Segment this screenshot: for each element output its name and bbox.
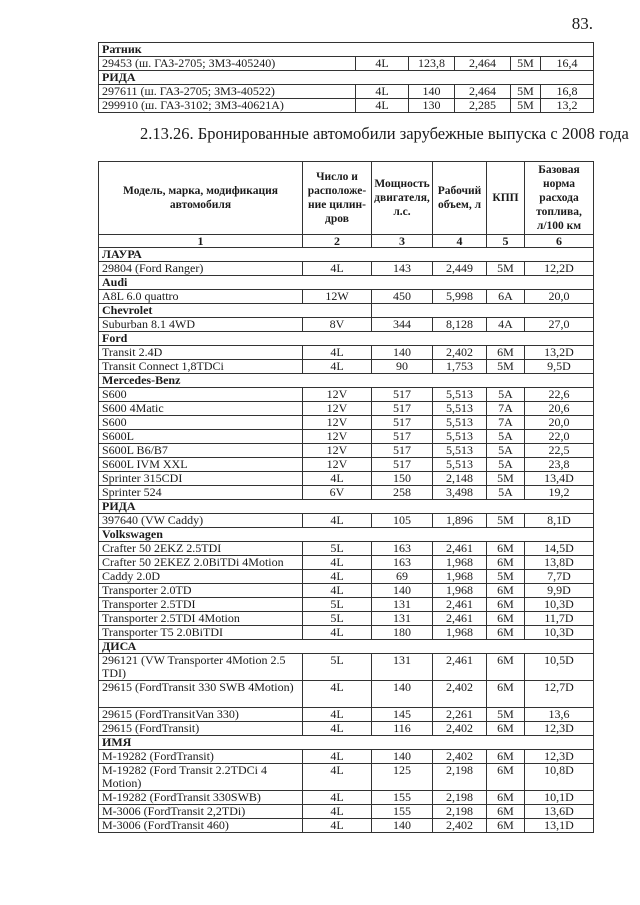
fuel-norm-cell: 22,6 xyxy=(525,388,594,402)
fuel-norm-cell: 19,2 xyxy=(525,486,594,500)
gearbox-cell: 6M xyxy=(487,791,525,805)
table-row xyxy=(99,290,594,304)
power-cell: 163 xyxy=(372,542,433,556)
volume-cell: 5,513 xyxy=(433,416,487,430)
volume-cell: 2,198 xyxy=(433,805,487,819)
top-table xyxy=(98,42,594,113)
power-cell: 517 xyxy=(372,458,433,472)
group-header-row xyxy=(99,374,594,388)
table-row xyxy=(99,750,594,764)
cylinders-cell: 12V xyxy=(303,430,372,444)
group-header-row xyxy=(99,248,594,262)
power-cell: 344 xyxy=(372,318,433,332)
gearbox-cell: 4A xyxy=(487,318,525,332)
group-header-row xyxy=(99,71,594,85)
section-title: 2.13.26. Бронированные автомобили зарубежные выпуска с 2008 года xyxy=(140,124,629,143)
gearbox-cell: 5M xyxy=(487,360,525,374)
column-number: 1 xyxy=(99,235,303,248)
table-row xyxy=(99,722,594,736)
model-cell: Transporter 2.5TDI 4Motion xyxy=(99,612,303,626)
volume-cell: 1,968 xyxy=(433,584,487,598)
table-row xyxy=(99,262,594,276)
group-name: Ратник xyxy=(99,43,594,57)
table-row xyxy=(99,458,594,472)
group-header-row xyxy=(99,276,594,290)
fuel-norm-cell: 13,2 xyxy=(541,99,594,113)
table-row xyxy=(99,430,594,444)
model-cell: Transit Connect 1,8TDCi xyxy=(99,360,303,374)
model-cell: S600 xyxy=(99,388,303,402)
cylinders-cell: 4L xyxy=(303,514,372,528)
cylinders-cell: 8V xyxy=(303,318,372,332)
fuel-norm-cell: 22,0 xyxy=(525,430,594,444)
fuel-norm-cell: 20,0 xyxy=(525,416,594,430)
model-cell: A8L 6.0 quattro xyxy=(99,290,303,304)
power-cell: 140 xyxy=(372,584,433,598)
fuel-norm-cell: 10,8D xyxy=(525,764,594,791)
volume-cell: 5,513 xyxy=(433,430,487,444)
power-cell: 150 xyxy=(372,472,433,486)
model-cell: 29615 (FordTransitVan 330) xyxy=(99,708,303,722)
header-volume: Рабочий объем, л xyxy=(433,162,487,235)
fuel-norm-cell: 12,2D xyxy=(525,262,594,276)
page-number: 83. xyxy=(571,14,593,33)
table-row xyxy=(99,99,594,113)
fuel-norm-cell: 12,3D xyxy=(525,722,594,736)
model-cell: S600L IVM XXL xyxy=(99,458,303,472)
gearbox-cell: 5M xyxy=(487,514,525,528)
gearbox-cell: 5M xyxy=(487,708,525,722)
table-row xyxy=(99,402,594,416)
gearbox-cell: 5A xyxy=(487,388,525,402)
volume-cell: 2,464 xyxy=(455,57,511,71)
fuel-norm-cell: 9,9D xyxy=(525,584,594,598)
group-header-row xyxy=(99,304,594,318)
header-model: Модель, марка, модификация автомобиля xyxy=(99,162,303,235)
power-cell: 155 xyxy=(372,791,433,805)
group-header-row xyxy=(99,500,594,514)
fuel-norm-cell: 12,7D xyxy=(525,681,594,708)
power-cell: 131 xyxy=(372,598,433,612)
table-row xyxy=(99,444,594,458)
cylinders-cell: 12V xyxy=(303,416,372,430)
cylinders-cell: 4L xyxy=(303,584,372,598)
header-fuel-norm: Базовая норма расхода топлива, л/100 км xyxy=(525,162,594,235)
volume-cell: 2,402 xyxy=(433,819,487,833)
cylinders-cell: 12V xyxy=(303,444,372,458)
table-row xyxy=(99,764,594,791)
gearbox-cell: 7A xyxy=(487,416,525,430)
cylinders-cell: 4L xyxy=(303,556,372,570)
volume-cell: 5,513 xyxy=(433,444,487,458)
gearbox-cell: 5A xyxy=(487,486,525,500)
volume-cell: 2,402 xyxy=(433,750,487,764)
model-cell: Transporter 2.0TD xyxy=(99,584,303,598)
table-row xyxy=(99,584,594,598)
volume-cell: 2,461 xyxy=(433,654,487,681)
cylinders-cell: 4L xyxy=(303,570,372,584)
gearbox-cell: 5M xyxy=(511,85,541,99)
cylinders-cell: 12W xyxy=(303,290,372,304)
group-name: Ford xyxy=(99,332,594,346)
cylinders-cell: 12V xyxy=(303,458,372,472)
cylinders-cell: 4L xyxy=(303,805,372,819)
gearbox-cell: 6M xyxy=(487,556,525,570)
power-cell: 140 xyxy=(372,819,433,833)
table-row xyxy=(99,514,594,528)
cylinders-cell: 4L xyxy=(303,681,372,708)
gearbox-cell: 6A xyxy=(487,290,525,304)
column-number: 4 xyxy=(433,235,487,248)
group-name: ДИСА xyxy=(99,640,594,654)
fuel-norm-cell: 16,8 xyxy=(541,85,594,99)
cylinders-cell: 4L xyxy=(356,99,409,113)
table-row xyxy=(99,416,594,430)
gearbox-cell: 6M xyxy=(487,584,525,598)
volume-cell: 2,449 xyxy=(433,262,487,276)
table-row xyxy=(99,654,594,681)
group-header-row xyxy=(99,43,594,57)
model-cell: Suburban 8.1 4WD xyxy=(99,318,303,332)
table-row xyxy=(99,57,594,71)
cylinders-cell: 4L xyxy=(303,791,372,805)
gearbox-cell: 5M xyxy=(487,262,525,276)
gearbox-cell: 6M xyxy=(487,626,525,640)
gearbox-cell: 7A xyxy=(487,402,525,416)
power-cell: 131 xyxy=(372,654,433,681)
table-row xyxy=(99,472,594,486)
volume-cell: 1,968 xyxy=(433,626,487,640)
volume-cell: 5,513 xyxy=(433,388,487,402)
volume-cell: 2,402 xyxy=(433,681,487,708)
model-cell: S600 4Matic xyxy=(99,402,303,416)
table-row xyxy=(99,318,594,332)
fuel-norm-cell: 9,5D xyxy=(525,360,594,374)
power-cell: 155 xyxy=(372,805,433,819)
group-header-row xyxy=(99,736,594,750)
fuel-norm-cell: 10,1D xyxy=(525,791,594,805)
fuel-norm-cell: 13,6 xyxy=(525,708,594,722)
table-row xyxy=(99,486,594,500)
model-cell: Crafter 50 2EKEZ 2.0BiTDi 4Motion xyxy=(99,556,303,570)
gearbox-cell: 6M xyxy=(487,542,525,556)
model-cell: M-19282 (FordTransit) xyxy=(99,750,303,764)
gearbox-cell: 6M xyxy=(487,612,525,626)
group-header-row xyxy=(99,332,594,346)
fuel-norm-cell: 13,1D xyxy=(525,819,594,833)
power-cell: 123,8 xyxy=(409,57,455,71)
model-cell: 299910 (ш. ГАЗ-3102; ЗМЗ-40621А) xyxy=(99,99,356,113)
column-number-row xyxy=(99,235,594,248)
model-cell: 296121 (VW Transporter 4Motion 2.5 TDI) xyxy=(99,654,303,681)
power-cell: 143 xyxy=(372,262,433,276)
fuel-norm-cell: 7,7D xyxy=(525,570,594,584)
cylinders-cell: 5L xyxy=(303,612,372,626)
gearbox-cell: 6M xyxy=(487,750,525,764)
fuel-norm-cell: 11,7D xyxy=(525,612,594,626)
gearbox-cell: 6M xyxy=(487,346,525,360)
fuel-norm-cell: 8,1D xyxy=(525,514,594,528)
volume-cell: 2,285 xyxy=(455,99,511,113)
power-cell: 145 xyxy=(372,708,433,722)
model-cell: Crafter 50 2EKZ 2.5TDI xyxy=(99,542,303,556)
group-empty-cell xyxy=(372,304,594,318)
cylinders-cell: 4L xyxy=(356,85,409,99)
power-cell: 450 xyxy=(372,290,433,304)
model-cell: S600 xyxy=(99,416,303,430)
table-row xyxy=(99,570,594,584)
model-cell: Transporter 2.5TDI xyxy=(99,598,303,612)
fuel-norm-cell: 13,6D xyxy=(525,805,594,819)
volume-cell: 2,464 xyxy=(455,85,511,99)
table-row xyxy=(99,85,594,99)
model-cell: M-3006 (FordTransit 2,2TDi) xyxy=(99,805,303,819)
cylinders-cell: 4L xyxy=(303,346,372,360)
model-cell: 29615 (FordTransit 330 SWB 4Motion) xyxy=(99,681,303,708)
volume-cell: 1,968 xyxy=(433,556,487,570)
column-number: 5 xyxy=(487,235,525,248)
table-row xyxy=(99,681,594,708)
power-cell: 517 xyxy=(372,444,433,458)
group-header-row xyxy=(99,640,594,654)
model-cell: Transporter T5 2.0BiTDI xyxy=(99,626,303,640)
model-cell: M-19282 (Ford Transit 2.2TDCi 4 Motion) xyxy=(99,764,303,791)
header-power: Мощность двигателя, л.с. xyxy=(372,162,433,235)
model-cell: 29804 (Ford Ranger) xyxy=(99,262,303,276)
table-row xyxy=(99,556,594,570)
power-cell: 116 xyxy=(372,722,433,736)
cylinders-cell: 12V xyxy=(303,388,372,402)
model-cell: Sprinter 315CDI xyxy=(99,472,303,486)
power-cell: 125 xyxy=(372,764,433,791)
table-row xyxy=(99,708,594,722)
power-cell: 90 xyxy=(372,360,433,374)
table-row xyxy=(99,805,594,819)
cylinders-cell: 12V xyxy=(303,402,372,416)
cylinders-cell: 4L xyxy=(303,722,372,736)
fuel-norm-cell: 20,6 xyxy=(525,402,594,416)
cylinders-cell: 4L xyxy=(303,819,372,833)
model-cell: 397640 (VW Caddy) xyxy=(99,514,303,528)
gearbox-cell: 6M xyxy=(487,819,525,833)
fuel-norm-cell: 14,5D xyxy=(525,542,594,556)
gearbox-cell: 5M xyxy=(487,472,525,486)
gearbox-cell: 6M xyxy=(487,722,525,736)
header-gearbox: КПП xyxy=(487,162,525,235)
gearbox-cell: 5A xyxy=(487,458,525,472)
model-cell: Transit 2.4D xyxy=(99,346,303,360)
fuel-norm-cell: 13,2D xyxy=(525,346,594,360)
cylinders-cell: 4L xyxy=(303,626,372,640)
fuel-norm-cell: 22,5 xyxy=(525,444,594,458)
table-row xyxy=(99,542,594,556)
gearbox-cell: 5M xyxy=(511,57,541,71)
model-cell: S600L B6/B7 xyxy=(99,444,303,458)
volume-cell: 2,402 xyxy=(433,722,487,736)
model-cell: 29453 (ш. ГАЗ-2705; ЗМЗ-405240) xyxy=(99,57,356,71)
table-row xyxy=(99,346,594,360)
volume-cell: 2,461 xyxy=(433,542,487,556)
column-number: 2 xyxy=(303,235,372,248)
table-row xyxy=(99,360,594,374)
power-cell: 517 xyxy=(372,388,433,402)
power-cell: 69 xyxy=(372,570,433,584)
volume-cell: 2,148 xyxy=(433,472,487,486)
main-table xyxy=(98,161,594,833)
volume-cell: 2,461 xyxy=(433,612,487,626)
fuel-norm-cell: 13,4D xyxy=(525,472,594,486)
cylinders-cell: 4L xyxy=(303,764,372,791)
power-cell: 131 xyxy=(372,612,433,626)
model-cell: 297611 (ш. ГАЗ-2705; ЗМЗ-40522) xyxy=(99,85,356,99)
volume-cell: 2,198 xyxy=(433,791,487,805)
fuel-norm-cell: 23,8 xyxy=(525,458,594,472)
cylinders-cell: 4L xyxy=(303,472,372,486)
power-cell: 105 xyxy=(372,514,433,528)
model-cell: M-19282 (FordTransit 330SWB) xyxy=(99,791,303,805)
cylinders-cell: 4L xyxy=(356,57,409,71)
power-cell: 130 xyxy=(409,99,455,113)
model-cell: 29615 (FordTransit) xyxy=(99,722,303,736)
table-row xyxy=(99,791,594,805)
fuel-norm-cell: 10,3D xyxy=(525,626,594,640)
cylinders-cell: 4L xyxy=(303,708,372,722)
volume-cell: 5,513 xyxy=(433,458,487,472)
gearbox-cell: 5A xyxy=(487,430,525,444)
model-cell: S600L xyxy=(99,430,303,444)
volume-cell: 2,261 xyxy=(433,708,487,722)
volume-cell: 2,461 xyxy=(433,598,487,612)
fuel-norm-cell: 27,0 xyxy=(525,318,594,332)
volume-cell: 3,498 xyxy=(433,486,487,500)
gearbox-cell: 6M xyxy=(487,681,525,708)
volume-cell: 2,198 xyxy=(433,764,487,791)
power-cell: 163 xyxy=(372,556,433,570)
cylinders-cell: 4L xyxy=(303,750,372,764)
gearbox-cell: 6M xyxy=(487,764,525,791)
cylinders-cell: 4L xyxy=(303,360,372,374)
header-row xyxy=(99,162,594,235)
volume-cell: 1,753 xyxy=(433,360,487,374)
group-name: РИДА xyxy=(99,500,594,514)
fuel-norm-cell: 10,5D xyxy=(525,654,594,681)
cylinders-cell: 5L xyxy=(303,598,372,612)
cylinders-cell: 5L xyxy=(303,654,372,681)
group-name: ЛАУРА xyxy=(99,248,594,262)
group-name: Volkswagen xyxy=(99,528,594,542)
group-name: Mercedes-Benz xyxy=(99,374,594,388)
group-header-row xyxy=(99,528,594,542)
gearbox-cell: 6M xyxy=(487,654,525,681)
cylinders-cell: 5L xyxy=(303,542,372,556)
fuel-norm-cell: 10,3D xyxy=(525,598,594,612)
volume-cell: 2,402 xyxy=(433,346,487,360)
gearbox-cell: 6M xyxy=(487,805,525,819)
gearbox-cell: 5M xyxy=(511,99,541,113)
model-cell: Sprinter 524 xyxy=(99,486,303,500)
model-cell: M-3006 (FordTransit 460) xyxy=(99,819,303,833)
model-cell: Caddy 2.0D xyxy=(99,570,303,584)
table-row xyxy=(99,612,594,626)
volume-cell: 1,968 xyxy=(433,570,487,584)
power-cell: 140 xyxy=(409,85,455,99)
fuel-norm-cell: 12,3D xyxy=(525,750,594,764)
power-cell: 517 xyxy=(372,402,433,416)
power-cell: 140 xyxy=(372,346,433,360)
cylinders-cell: 6V xyxy=(303,486,372,500)
power-cell: 517 xyxy=(372,430,433,444)
fuel-norm-cell: 16,4 xyxy=(541,57,594,71)
gearbox-cell: 5A xyxy=(487,444,525,458)
column-number: 3 xyxy=(372,235,433,248)
power-cell: 517 xyxy=(372,416,433,430)
group-name: ИМЯ xyxy=(99,736,594,750)
table-row xyxy=(99,598,594,612)
volume-cell: 1,896 xyxy=(433,514,487,528)
cylinders-cell: 4L xyxy=(303,262,372,276)
header-cylinders: Число и расположе-ние цилин-дров xyxy=(303,162,372,235)
power-cell: 140 xyxy=(372,681,433,708)
table-row xyxy=(99,388,594,402)
group-name: Audi xyxy=(99,276,594,290)
power-cell: 180 xyxy=(372,626,433,640)
group-name: Chevrolet xyxy=(99,304,372,318)
gearbox-cell: 5M xyxy=(487,570,525,584)
fuel-norm-cell: 20,0 xyxy=(525,290,594,304)
gearbox-cell: 6M xyxy=(487,598,525,612)
fuel-norm-cell: 13,8D xyxy=(525,556,594,570)
volume-cell: 8,128 xyxy=(433,318,487,332)
column-number: 6 xyxy=(525,235,594,248)
volume-cell: 5,513 xyxy=(433,402,487,416)
power-cell: 140 xyxy=(372,750,433,764)
table-row xyxy=(99,626,594,640)
power-cell: 258 xyxy=(372,486,433,500)
group-name: РИДА xyxy=(99,71,594,85)
volume-cell: 5,998 xyxy=(433,290,487,304)
table-row xyxy=(99,819,594,833)
